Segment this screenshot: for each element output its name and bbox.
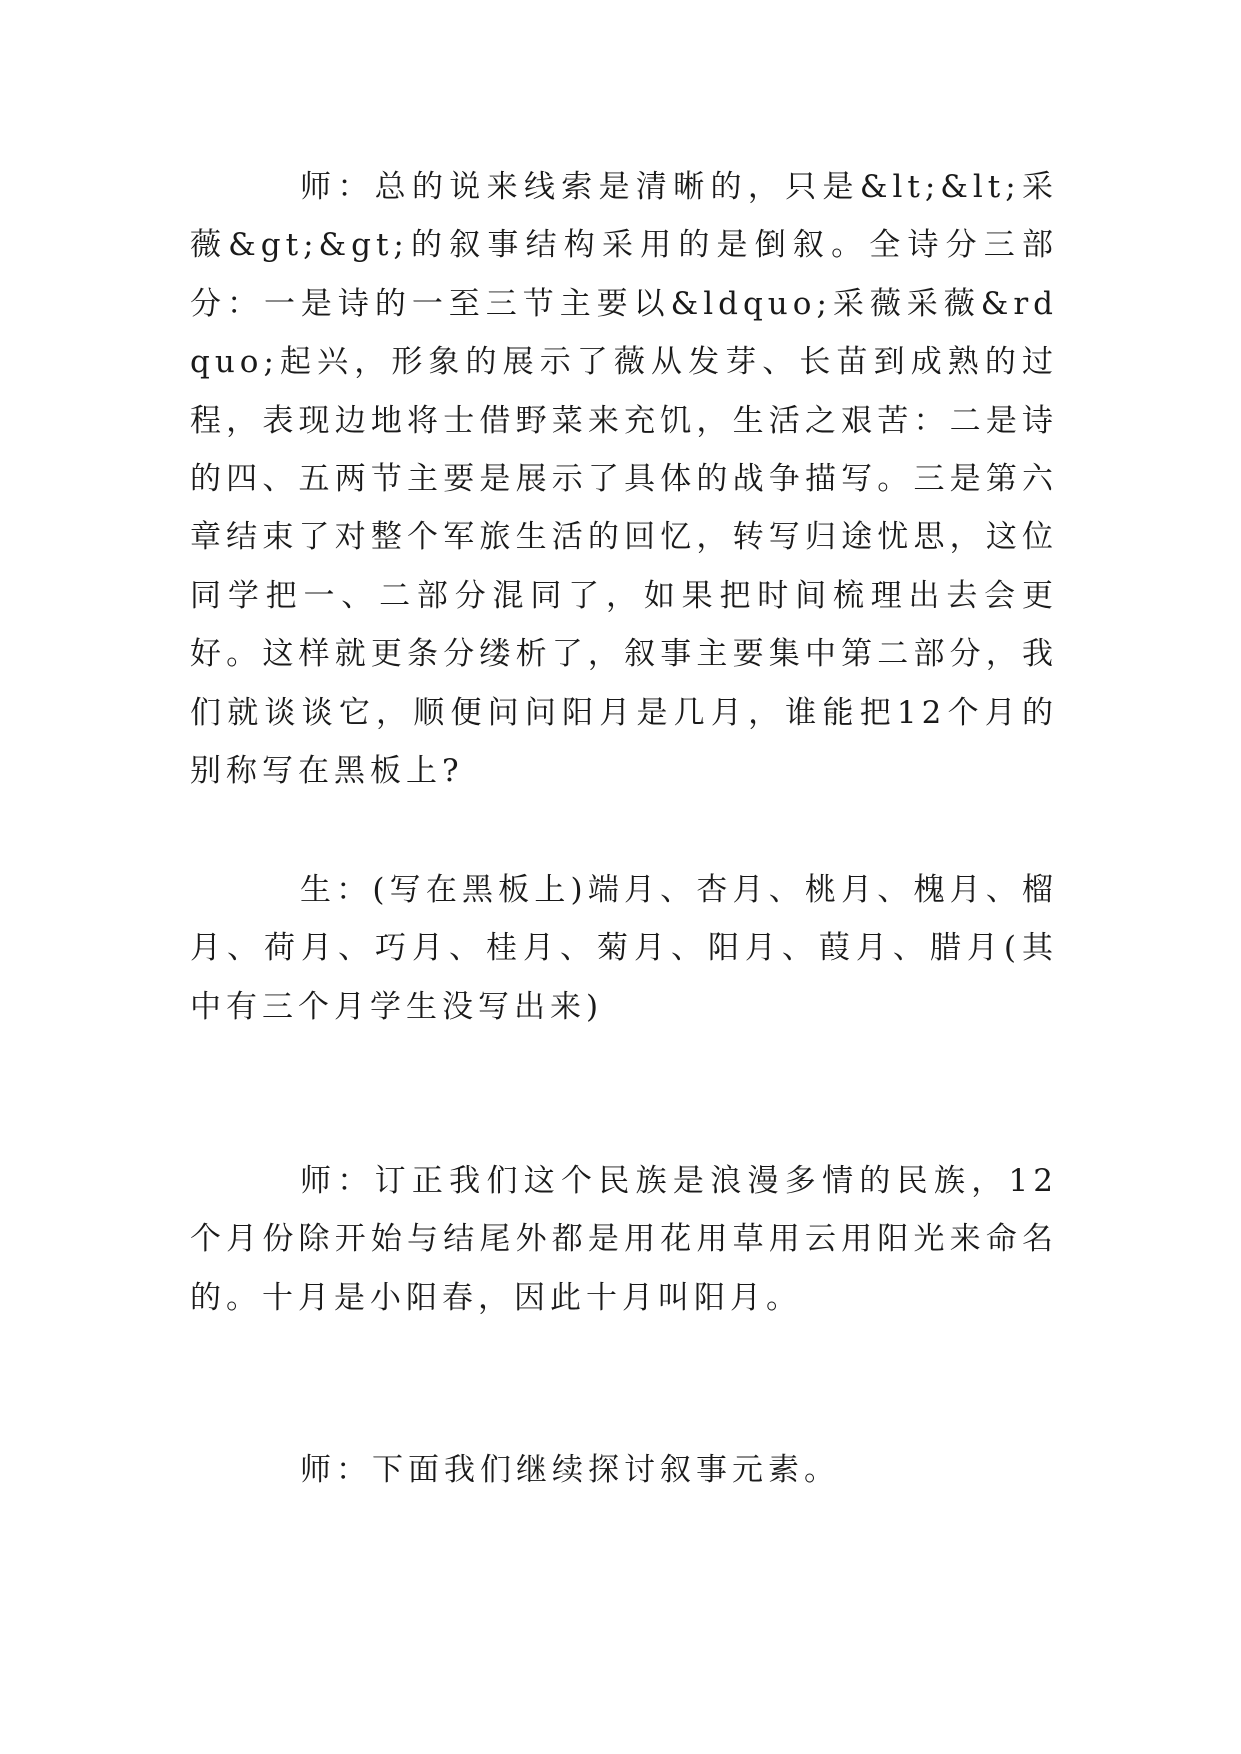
paragraph-teacher-structure: 师：总的说来线索是清晰的，只是&lt;&lt;采薇&gt;&gt;的叙事结构采用的是倒叙。全诗分三部分：一是诗的一至三节主要以&ldquo;采薇采薇&rdquo;起兴，形象的展示了薇从发芽、长苗到成熟的过程，表现边地将士借野菜来充饥，生活之艰苦：二是诗的四、五两节主要是展示了具体的战争描写。三是第六章结束了对整个军旅生活的回忆，转写归途忧思，这位同学把一、二部分混同了，如果把时间梳理出去会更好。这样就更条分缕析了，叙事主要集中第二部分，我们就谈谈它，顺便问问阳月是几月，谁能把12个月的别称写在黑板上? [190,169,1058,790]
paragraph-teacher-next: 师：下面我们继续探讨叙事元素。 [300,1452,840,1488]
paragraph-teacher-correction: 师：订正我们这个民族是浪漫多情的民族，12个月份除开始与结尾外都是用花用草用云用阳光来命名的。十月是小阳春，因此十月叫阳月。 [190,1163,1058,1316]
paragraph-student-months: 生：(写在黑板上)端月、杏月、桃月、槐月、榴月、荷月、巧月、桂月、菊月、阳月、葭月、腊月(其中有三个月学生没写出来) [190,872,1058,1025]
